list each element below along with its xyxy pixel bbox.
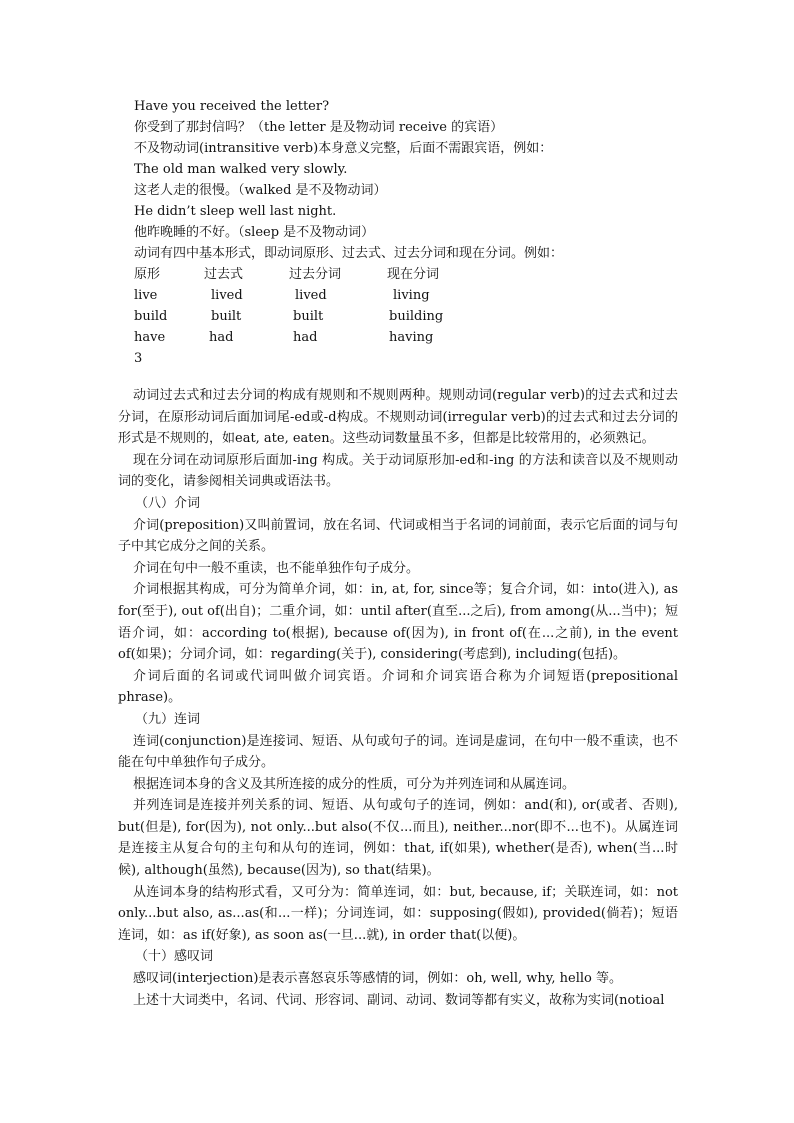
paragraph: 现在分词在动词原形后面加-ing 构成。关于动词原形加-ed和-ing 的方法和读音以及不规则动词的变化，请参阅相关词典或语法书。 bbox=[118, 452, 678, 490]
table-cell: build bbox=[134, 309, 168, 324]
paragraph: 介词根据其构成，可分为简单介词，如：in, at, for, since等；复合介词，如：into(进入), as for(至于), out of(出自)；二重介词，如：until after(直至...之后), from among(从...当中)；短语介词，如：according to(根据), because of(因为), in front of(在...之前), in the event of(如果)；分词介词，如：regarding(关于), considering(考虑到), including(包括)。 bbox=[118, 582, 678, 663]
section-heading: （九）连词 bbox=[135, 711, 201, 727]
table-cell: lived bbox=[295, 288, 327, 303]
section-heading: （十）感叹词 bbox=[135, 949, 214, 965]
table-header: 过去式 bbox=[204, 267, 244, 282]
table-cell: built bbox=[293, 309, 324, 324]
text-line: 这老人走的很慢。（walked 是不及物动词） bbox=[134, 183, 387, 198]
paragraph: 介词在句中一般不重读，也不能单独作句子成分。 bbox=[133, 560, 420, 576]
paragraph: 上述十大词类中，名词、代词、形容词、副词、动词、数词等都有实义，故称为实词(notioal bbox=[133, 992, 665, 1008]
paragraph: 从连词本身的结构形式看，又可分为：简单连词，如：but, because, if；关联连词，如：not only...but also, as...as(和...一样)；分词连词，如：supposing(假如), provided(倘若)；短语连词，如：as if(好象), as soon as(一旦...就), in order that(以便)。 bbox=[118, 884, 678, 943]
paragraph: 连词(conjunction)是连接词、短语、从句或句子的词。连词是虚词，在句中一般不重读，也不能在句中单独作句子成分。 bbox=[118, 733, 678, 771]
paragraph: 并列连词是连接并列关系的词、短语、从句或句子的连词，例如：and(和), or(或者、否则), but(但是), for(因为), not only...but also(不仅...而且), neither...nor(即不...也不)。从属连词是连接主从复合句的主句和从句的连词，例如：that, if(如果), whether(是否), when(当...时候), although(虽然), because(因为), so that(结果)。 bbox=[118, 798, 678, 879]
paragraph: 动词过去式和过去分词的构成有规则和不规则两种。规则动词(regular verb)的过去式和过去分词，在原形动词后面加词尾-ed或-d构成。不规则动词(irregular verb)的过去式和过去分词的形式是不规则的，如eat, ate, eaten。这些动词数量虽不多，但都是比较常用的，必须熟记。 bbox=[118, 388, 678, 447]
table-cell: had bbox=[293, 330, 318, 345]
table-cell: had bbox=[209, 330, 234, 345]
text-line: 不及物动词(intransitive verb)本身意义完整，后面不需跟宾语，例如： bbox=[134, 141, 553, 156]
table-header: 过去分词 bbox=[289, 267, 342, 282]
paragraph: 介词(preposition)又叫前置词，放在名词、代词或相当于名词的词前面，表示它后面的词与句子中其它成分之间的关系。 bbox=[118, 517, 678, 555]
table-cell: built bbox=[211, 309, 242, 324]
table-cell: have bbox=[134, 330, 166, 345]
body-text bbox=[118, 385, 678, 1011]
table-cell: building bbox=[389, 309, 444, 324]
table-cell: having bbox=[389, 330, 434, 345]
text-line: 他昨晚睡的不好。（sleep 是不及物动词） bbox=[134, 225, 375, 240]
section-heading: （八）介词 bbox=[135, 495, 201, 511]
text-line: 动词有四中基本形式，即动词原形、过去式、过去分词和现在分词。例如： bbox=[134, 246, 564, 261]
paragraph: 介词后面的名词或代词叫做介词宾语。介词和介词宾语合称为介词短语(prepositional phrase)。 bbox=[118, 668, 678, 706]
text-line: Have you received the letter? bbox=[134, 99, 330, 114]
text-line: He didn’t sleep well last night. bbox=[134, 204, 337, 219]
table-cell: live bbox=[134, 288, 158, 303]
table-header: 现在分词 bbox=[387, 267, 440, 282]
table-header: 原形 bbox=[134, 267, 161, 282]
paragraph: 感叹词(interjection)是表示喜怒哀乐等感情的词，例如：oh, well, why, hello 等。 bbox=[133, 971, 622, 987]
page-number: 3 bbox=[134, 351, 143, 366]
table-cell: living bbox=[393, 288, 430, 303]
paragraph: 根据连词本身的含义及其所连接的成分的性质，可分为并列连词和从属连词。 bbox=[133, 776, 576, 792]
table-cell: lived bbox=[211, 288, 243, 303]
text-line: 你受到了那封信吗？（the letter 是及物动词 receive 的宾语） bbox=[134, 120, 504, 135]
text-line: The old man walked very slowly. bbox=[134, 162, 348, 177]
